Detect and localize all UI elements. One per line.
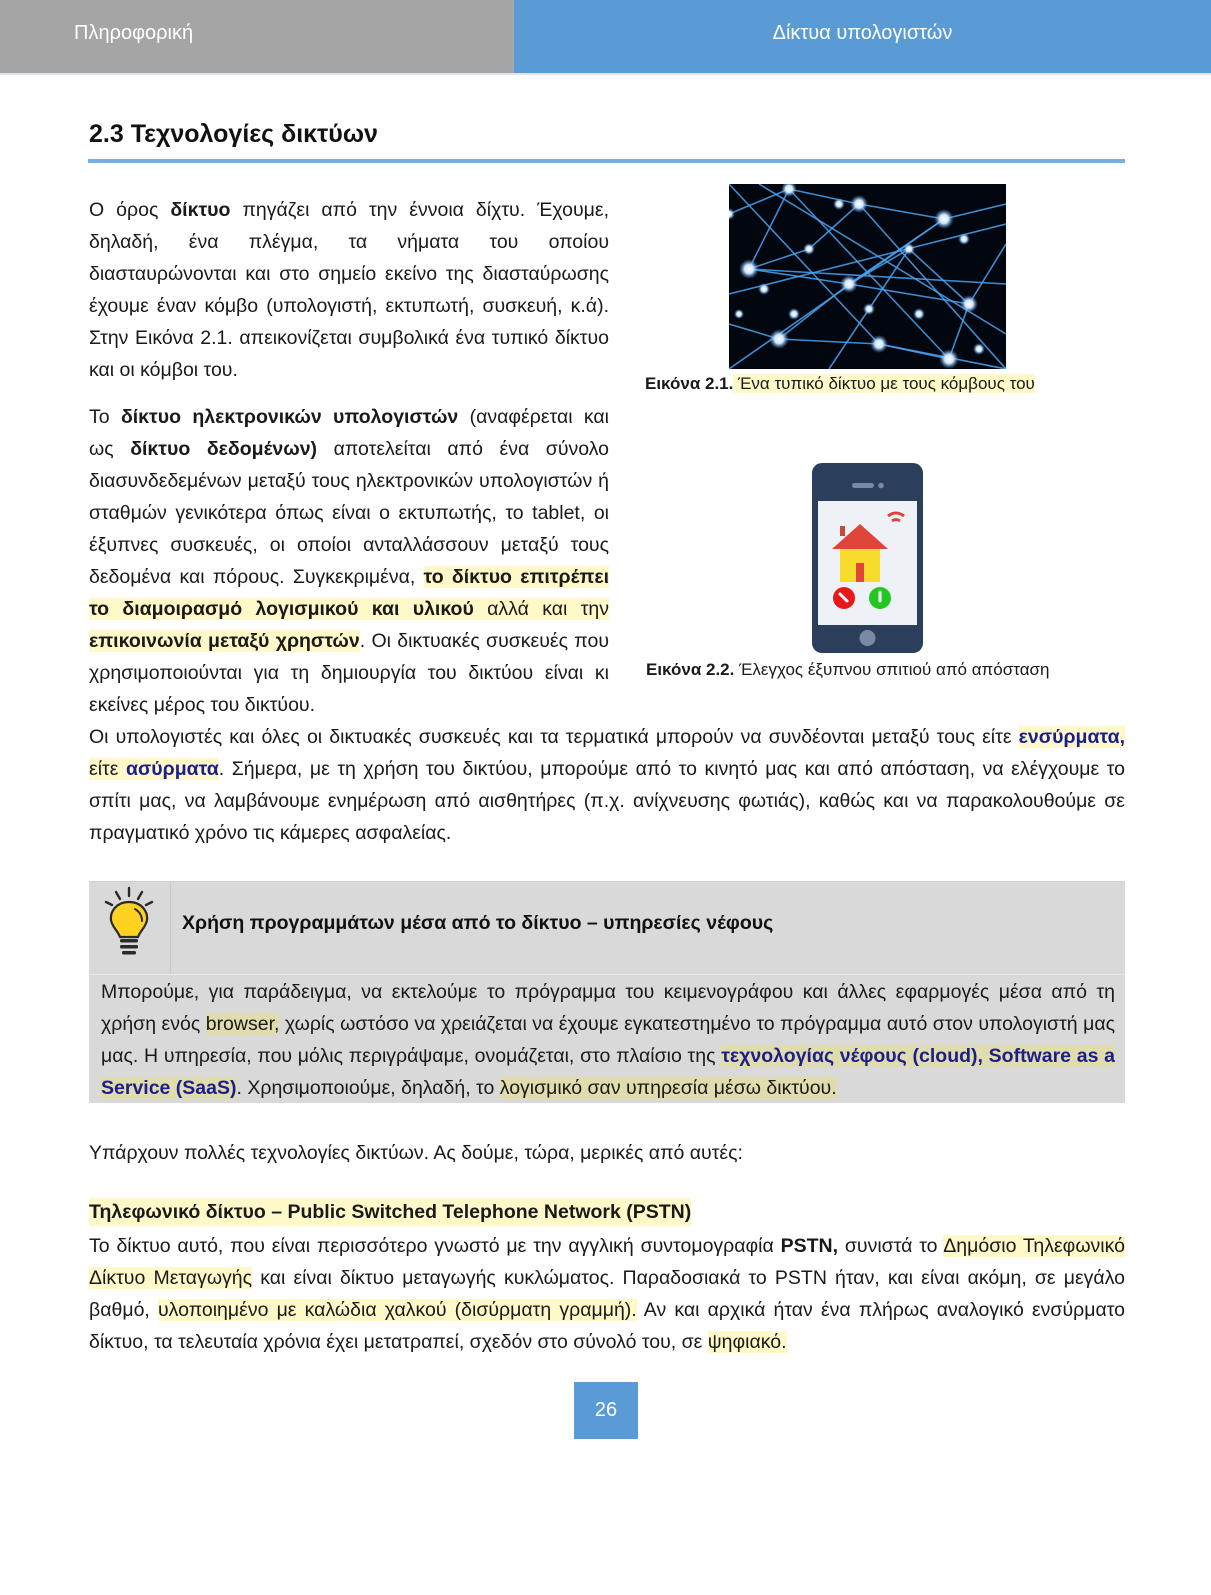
figure-1-caption: Εικόνα 2.1. Ένα τυπικό δίκτυο με τους κόμβους του: [645, 374, 1035, 393]
header-book-title: Πληροφορική: [0, 0, 514, 73]
lightbulb-icon: [89, 882, 171, 974]
page-header: [0, 0, 1211, 73]
header-chapter-title: Δίκτυα υπολογιστών: [514, 0, 1211, 73]
network-nodes-icon: [729, 184, 1006, 369]
paragraph-pstn: Το δίκτυο αυτό, που είναι περισσότερο γνωστό με την αγγλική συντομογραφία PSTN, συνιστά το Δημόσιο Τηλεφωνικό Δίκτυο Μεταγωγής και είναι δίκτυο μεταγωγής κυκλώματος. Παραδοσιακά το PSTN ήταν, και είναι ακόμη, σε μεγάλο βαθμό, υλοποιημένο με καλώδια χαλκού (δισύρματη γραμμή). Αν και αρχικά ήταν ένα πλήρως αναλογικό ενσύρματο δίκτυο, τα τελευταία χρόνια έχει μετατραπεί, σχεδόν στο σύνολό του, σε ψηφιακό.: [89, 1235, 1125, 1353]
header-divider: [0, 73, 1211, 75]
figure-network-image: [729, 184, 1006, 369]
section-title: 2.3 Τεχνολογίες δικτύων: [89, 120, 378, 148]
infobox-divider: [89, 974, 1125, 975]
infobox-icon-cell: [89, 882, 171, 974]
figure-smart-home-phone: [810, 461, 925, 655]
paragraph-network-definition: Ο όρος δίκτυο πηγάζει από την έννοια δίχτυ. Έχουμε, δηλαδή, ένα πλέγμα, τα νήματα του οποίου διασταυρώνονται και στο σημείο εκείνο της διασταύρωσης έχουμε έναν κόμβο (υπολογιστή, εκτυπωτή, συσκευή, κ.ά). Στην Εικόνα 2.1. απεικονίζεται συμβολικά ένα τυπικό δίκτυο και οι κόμβοι του.: [89, 199, 609, 381]
paragraph-intro-technologies: Υπάρχουν πολλές τεχνολογίες δικτύων. Ας δούμε, τώρα, μερικές από αυτές:: [89, 1142, 743, 1164]
section-rule: [88, 159, 1125, 163]
cloud-services-infobox: [89, 881, 1125, 1103]
figure-2-caption: Εικόνα 2.2. Έλεγχος έξυπνου σπιτιού από απόσταση: [646, 660, 1050, 679]
infobox-body: Μπορούμε, για παράδειγμα, να εκτελούμε το πρόγραμμα του κειμενογράφου και άλλες εφαρμογές μέσα από τη χρήση ενός browser, χωρίς ωστόσο να χρειάζεται να έχουμε εγκατεστημένο το πρόγραμμα αυτό στον υπολογιστή μας μας. Η υπηρεσία, που μόλις περιγράψαμε, ονομάζεται, στο πλαίσιο της τεχνολογίας νέφους (cloud), Software as a Service (SaaS). Χρησιμοποιούμε, δηλαδή, το λογισμικό σαν υπηρεσία μέσω δικτύου.: [101, 981, 1116, 1099]
infobox-title: Χρήση προγραμμάτων μέσα από το δίκτυο – υπηρεσίες νέφους: [182, 912, 774, 934]
paragraph-computer-network: Το δίκτυο ηλεκτρονικών υπολογιστών (αναφέρεται και ως δίκτυο δεδομένων) αποτελείται από ένα σύνολο διασυνδεδεμένων μεταξύ τους ηλεκτρονικών υπολογιστών ή σταθμών γενικότερα όπως είναι ο εκτυπωτής, το tablet, οι έξυπνες συσκευές, οι οποίοι ανταλλάσσουν μεταξύ τους δεδομένα και πόρους. Συγκεκριμένα, το δίκτυο επιτρέπει το διαμοιρασμό λογισμικού και υλικού αλλά και την επικοινωνία μεταξύ χρηστών. Οι δικτυακές συσκευές που χρησιμοποιούνται για τη δημιουργία του δικτύου είναι κι εκείνες μέρος του δικτύου.: [89, 406, 610, 716]
smartphone-house-icon: [810, 461, 925, 655]
paragraph-wired-wireless: Οι υπολογιστές και όλες οι δικτυακές συσκευές και τα τερματικά μπορούν να συνδέονται μεταξύ τους είτε ενσύρματα, είτε ασύρματα. Σήμερα, με τη χρήση του δικτύου, μπορούμε από το κινητό μας και από απόσταση, να ελέγχουμε το σπίτι μας, να λαμβάνουμε ενημέρωση από αισθητήρες (π.χ. ανίχνευσης φωτιάς), καθώς και να παρακολουθούμε σε πραγματικό χρόνο τις κάμερες ασφαλείας.: [89, 726, 1126, 844]
page-number: 26: [574, 1382, 638, 1439]
pstn-heading: Τηλεφωνικό δίκτυο – Public Switched Telephone Network (PSTN): [89, 1198, 691, 1226]
